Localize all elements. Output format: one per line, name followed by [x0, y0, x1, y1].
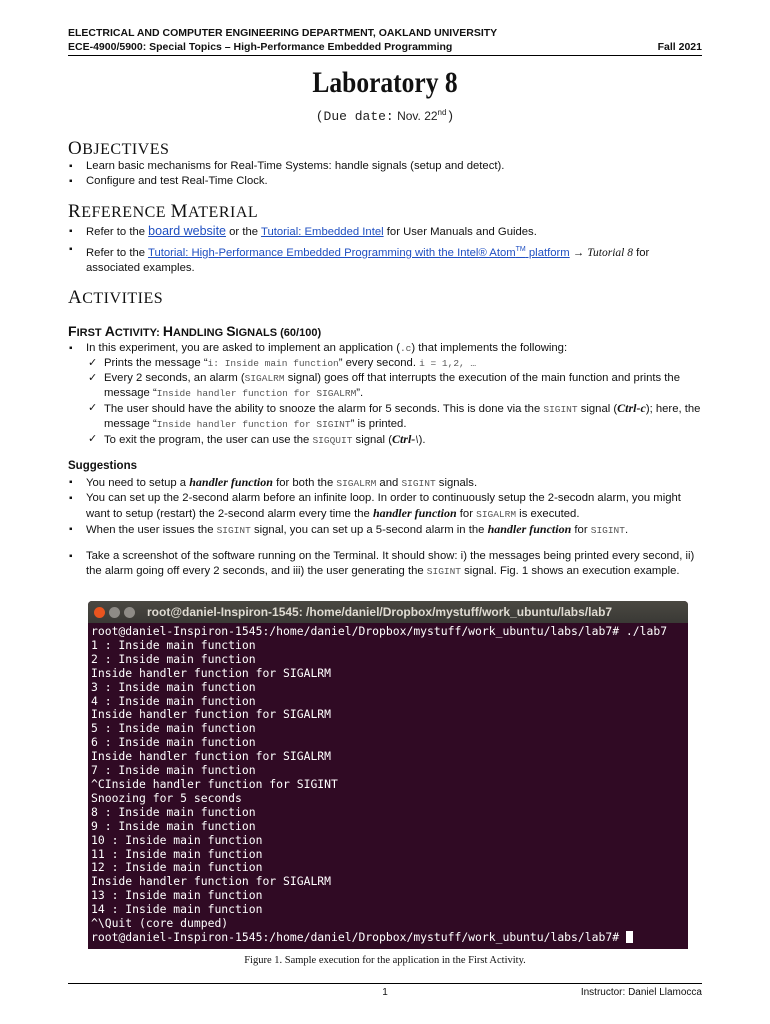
- terminal-titlebar: [88, 601, 688, 623]
- terminal-line: Inside handler function for SIGALRM: [91, 665, 332, 680]
- department-line: ELECTRICAL AND COMPUTER ENGINEERING DEPARTMENT, OAKLAND UNIVERSITY: [68, 27, 498, 39]
- suggestions-heading: Suggestions: [68, 460, 138, 472]
- tutorial-hpep-link[interactable]: Tutorial: High-Performance Embedded Programming with the Intel® Atom™ platform: [147, 246, 570, 259]
- reference-heading: REFERENCE MATERIAL: [68, 201, 259, 222]
- suggestions-list: [68, 475, 702, 538]
- course-line: ECE-4900/5900: Special Topics – High-Performance Embedded Programming: [68, 41, 453, 53]
- list-item: ▪ Configure and test Real-Time Clock.: [68, 174, 702, 189]
- terminal-line: 10 : Inside main function: [91, 832, 263, 847]
- objectives-list: [68, 159, 702, 189]
- terminal-line: 9 : Inside main function: [91, 818, 256, 833]
- list-item: ▪ Take a screenshot of the software running on the Terminal. It should show: i) the messages being printed every second, ii) the alarm going off every 2 seconds, and iii) the user generating the SIGINT signal. Fig. 1 shows an execution example.: [68, 549, 702, 579]
- terminal-line: Inside handler function for SIGALRM: [91, 749, 332, 764]
- terminal-line: 2 : Inside main function: [91, 651, 256, 666]
- list-item: ▪ Refer to the Tutorial: High-Performance Embedded Programming with the Intel® Atom™ platform → Tutorial 8 for associated examples.: [68, 242, 702, 276]
- list-item: ▪ You need to setup a handler function for both the SIGALRM and SIGINT signals.: [68, 475, 702, 491]
- terminal-line: 11 : Inside main function: [91, 846, 263, 861]
- list-item: ▪ In this experiment, you are asked to implement an application (.c) that implements the following: ✓ Prints the message “i: Inside main function” every second. i = 1,2, … ✓ Every 2 seconds, an alarm (SIGALRM signal) goes off that interrupts the execution of the main function and prints the message “Inside handler function for SIGALRM”. ✓ The user should have the ability to snooze the alarm for 5 seconds. This is done via the SIGINT signal (Ctrl-c); here, the message “Inside handler function for SIGINT” is printed. ✓ To exit the program, the user can use the SIGQUIT signal (Ctrl-\).: [68, 341, 702, 448]
- terminal-line: 3 : Inside main function: [91, 679, 256, 694]
- terminal-line: 4 : Inside main function: [91, 693, 256, 708]
- screenshot-instruction-list: [68, 549, 702, 579]
- board-website-link[interactable]: board website: [148, 224, 226, 238]
- terminal-output: [88, 623, 688, 947]
- objectives-heading: OBJECTIVES: [68, 138, 170, 159]
- list-item: ▪ You can set up the 2-second alarm before an infinite loop. In order to continuously setup the 2-secodn alarm, you might want to setup (restart) the 2-second alarm every time the handler function for SIGALRM is executed.: [68, 491, 702, 522]
- check-item: ✓ Every 2 seconds, an alarm (SIGALRM signal) goes off that interrupts the execution of the main function and prints the message “Inside handler function for SIGALRM”.: [86, 371, 702, 401]
- terminal-line: 5 : Inside main function: [91, 721, 256, 736]
- tutorial-embedded-intel-link[interactable]: Tutorial: Embedded Intel: [260, 226, 384, 238]
- terminal-line: root@daniel-Inspiron-1545:/home/daniel/Dropbox/mystuff/work_ubuntu/labs/lab7# ./lab7: [91, 624, 668, 638]
- terminal-line: 14 : Inside main function: [91, 902, 263, 917]
- terminal-line: 1 : Inside main function: [91, 637, 256, 652]
- check-item: ✓ The user should have the ability to snooze the alarm for 5 seconds. This is done via the SIGINT signal (Ctrl-c); here, the message “Inside handler function for SIGINT” is printed.: [86, 401, 702, 432]
- list-item: ▪ When the user issues the SIGINT signal, you can set up a 5-second alarm in the handler function for SIGINT.: [68, 522, 702, 538]
- activities-heading: ACTIVITIES: [68, 287, 164, 308]
- terminal-prompt-line: root@daniel-Inspiron-1545:/home/daniel/Dropbox/mystuff/work_ubuntu/labs/lab7#: [91, 931, 685, 945]
- due-date: (Due date: Nov. 22nd): [315, 108, 455, 124]
- header-divider: [68, 55, 702, 56]
- terminal-line: Inside handler function for SIGALRM: [91, 874, 332, 889]
- terminal-line: 12 : Inside main function: [91, 860, 263, 875]
- page-header: [68, 26, 702, 54]
- first-activity-heading: FIRST ACTIVITY: HANDLING SIGNALS (60/100): [68, 323, 322, 339]
- list-item: ▪ Learn basic mechanisms for Real-Time Systems: handle signals (setup and detect).: [68, 159, 702, 174]
- requirements-checklist: [86, 356, 702, 448]
- terminal-line: ^CInside handler function for SIGINT: [91, 776, 338, 791]
- terminal-line: 7 : Inside main function: [91, 763, 256, 778]
- page-title: Laboratory 8: [312, 66, 458, 99]
- terminal-line: Inside handler function for SIGALRM: [91, 707, 332, 722]
- terminal-screenshot: [88, 601, 688, 949]
- activity-list: [68, 341, 702, 448]
- terminal-title: root@daniel-Inspiron-1545: /home/daniel/Dropbox/mystuff/work_ubuntu/labs/lab7: [147, 605, 613, 619]
- terminal-cursor: [626, 931, 633, 943]
- term-label: Fall 2021: [657, 41, 702, 53]
- terminal-line: ^\Quit (core dumped): [91, 916, 229, 931]
- instructor-label: Instructor: Daniel Llamocca: [580, 987, 702, 998]
- terminal-line: 13 : Inside main function: [91, 888, 263, 903]
- page-number: 1: [382, 987, 388, 998]
- terminal-line: 8 : Inside main function: [91, 804, 256, 819]
- check-item: ✓ Prints the message “i: Inside main function” every second. i = 1,2, …: [86, 356, 702, 371]
- minimize-icon: [109, 607, 120, 618]
- terminal-line: 6 : Inside main function: [91, 735, 256, 750]
- list-item: ▪ Refer to the board website or the Tutorial: Embedded Intel for User Manuals and Guides.: [68, 224, 702, 240]
- terminal-line: Snoozing for 5 seconds: [91, 790, 242, 805]
- footer-divider: [68, 983, 702, 984]
- check-item: ✓ To exit the program, the user can use the SIGQUIT signal (Ctrl-\).: [86, 432, 702, 448]
- figure-caption: Figure 1. Sample execution for the application in the First Activity.: [244, 955, 526, 966]
- maximize-icon: [124, 607, 135, 618]
- reference-list: [68, 224, 702, 276]
- close-icon: [94, 607, 105, 618]
